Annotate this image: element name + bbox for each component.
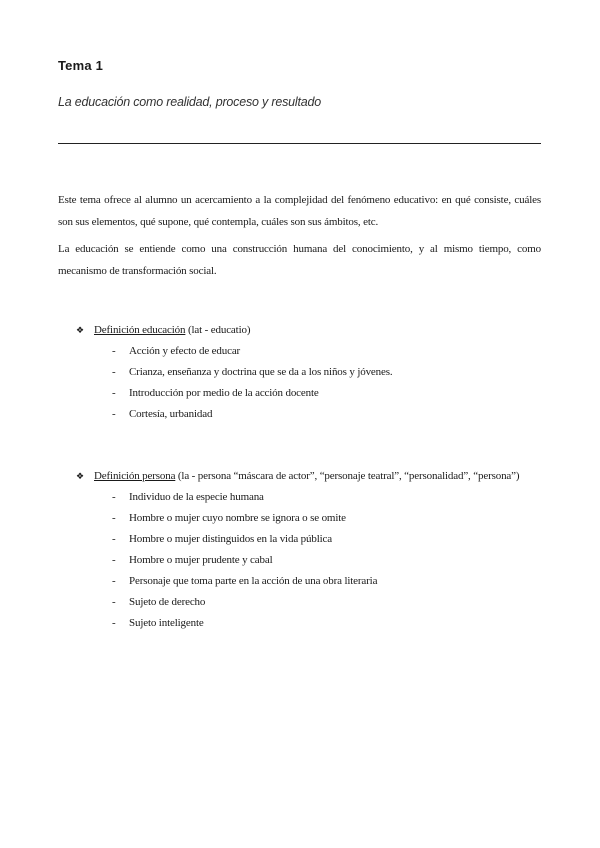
definition-term: Definición educación <box>94 324 186 336</box>
list-item: - Hombre o mujer cuyo nombre se ignora o se omite <box>112 512 346 524</box>
intro-paragraph-1: Este tema ofrece al alumno un acercamiento a la complejidad del fenómeno educativo: en qué consiste, cuáles son sus elementos, qué supone, qué contempla, cuáles son sus ámbitos, etc. <box>58 194 541 228</box>
definition-heading <box>74 466 544 487</box>
definition-list <box>74 487 544 634</box>
diamond-bullet-icon: ❖ <box>76 471 85 481</box>
topic-subtitle: La educación como realidad, proceso y resultado <box>58 95 321 109</box>
definition-heading <box>74 320 544 341</box>
list-item: - Introducción por medio de la acción docente <box>112 387 319 399</box>
list-item: - Acción y efecto de educar <box>112 345 241 357</box>
list-item: - Personaje que toma parte en la acción de una obra literaria <box>112 575 378 587</box>
list-item: - Cortesía, urbanidad <box>112 408 213 420</box>
list-item: - Sujeto inteligente <box>112 617 204 629</box>
definition-section-educacion <box>74 320 544 425</box>
list-item: - Hombre o mujer distinguidos en la vida pública <box>112 533 332 545</box>
definition-etymology: (lat - educatio) <box>185 324 251 336</box>
topic-heading: Tema 1 <box>58 58 104 73</box>
horizontal-divider <box>58 143 541 144</box>
definition-list <box>74 341 544 425</box>
list-item: - Individuo de la especie humana <box>112 491 264 503</box>
definition-term: Definición persona <box>94 470 176 482</box>
list-item: - Sujeto de derecho <box>112 596 206 608</box>
diamond-bullet-icon: ❖ <box>76 325 85 335</box>
intro-paragraph-2: La educación se entiende como una construcción humana del conocimiento, y al mismo tiempo, como mecanismo de transformación social. <box>58 243 541 277</box>
list-item: - Hombre o mujer prudente y cabal <box>112 554 273 566</box>
definition-etymology: (la - persona “máscara de actor”, “personaje teatral”, “personalidad”, “persona”) <box>175 470 520 482</box>
list-item: - Crianza, enseñanza y doctrina que se da a los niños y jóvenes. <box>112 366 393 378</box>
definition-section-persona <box>74 466 544 634</box>
